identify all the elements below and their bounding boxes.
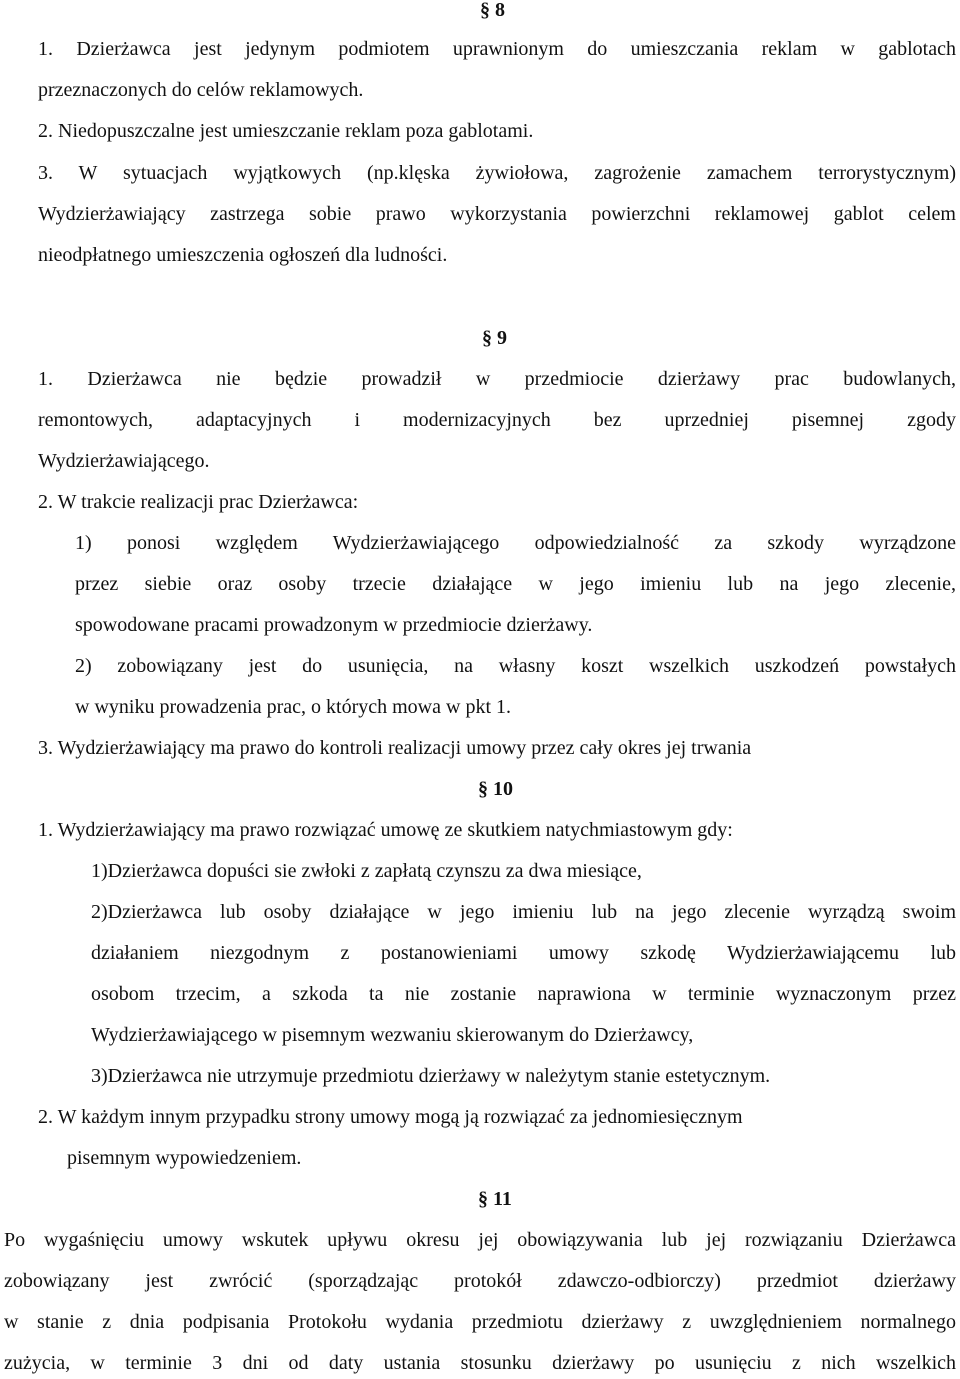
section-heading-10: § 10 — [478, 778, 513, 800]
section-heading-11: § 11 — [478, 1188, 512, 1210]
s9-line-10: 3. Wydzierżawiający ma prawo do kontroli realizacji umowy przez cały okres jej trwania — [38, 737, 752, 759]
s9-line-3: Wydzierżawiającego. — [38, 450, 210, 472]
s9-line-9: w wyniku prowadzenia prac, o których mowa w pkt 1. — [75, 696, 511, 718]
s10-line-2: 1)Dzierżawca dopuści sie zwłoki z zapłatą czynszu za dwa miesiące, — [91, 860, 642, 882]
s9-line-4: 2. W trakcie realizacji prac Dzierżawca: — [38, 491, 359, 513]
s11-line-1: Po wygaśnięciu umowy wskutek upływu okresu jej obowiązywania lub jej rozwiązaniu Dzierżawca — [4, 1229, 956, 1251]
s11-line-4: zużycia, w terminie 3 dni od daty ustania stosunku dzierżawy po usunięciu z nich wszelkich — [4, 1352, 956, 1374]
s9-line-6: przez siebie oraz osoby trzecie działające w jego imieniu lub na jego zlecenie, — [75, 573, 956, 595]
s10-line-1: 1. Wydzierżawiający ma prawo rozwiązać umowę ze skutkiem natychmiastowym gdy: — [38, 819, 733, 841]
s10-line-4: działaniem niezgodnym z postanowieniami umowy szkodę Wydzierżawiającemu lub — [91, 942, 956, 964]
s8-line-1: 1. Dzierżawca jest jedynym podmiotem uprawnionym do umieszczania reklam w gablotach — [38, 38, 956, 60]
section-heading-8: § 8 — [480, 0, 505, 21]
s8-line-5: Wydzierżawiający zastrzega sobie prawo wykorzystania powierzchni reklamowej gablot celem — [38, 203, 956, 225]
s8-line-6: nieodpłatnego umieszczenia ogłoszeń dla ludności. — [38, 244, 448, 266]
s9-line-5: 1) ponosi względem Wydzierżawiającego odpowiedzialność za szkody wyrządzone — [75, 532, 956, 554]
s10-line-5: osobom trzecim, a szkoda ta nie zostanie naprawiona w terminie wyznaczonym przez — [91, 983, 956, 1005]
s11-line-3: w stanie z dnia podpisania Protokołu wydania przedmiotu dzierżawy z uwzględnieniem normalnego — [4, 1311, 956, 1333]
s9-line-7: spowodowane pracami prowadzonym w przedmiocie dzierżawy. — [75, 614, 593, 636]
s8-line-2: przeznaczonych do celów reklamowych. — [38, 79, 364, 101]
s10-line-9: pisemnym wypowiedzeniem. — [67, 1147, 302, 1169]
s11-line-2: zobowiązany jest zwrócić (sporządzając protokół zdawczo-odbiorczy) przedmiot dzierżawy — [4, 1270, 956, 1292]
s9-line-1: 1. Dzierżawca nie będzie prowadził w przedmiocie dzierżawy prac budowlanych, — [38, 368, 956, 390]
s8-line-3: 2. Niedopuszczalne jest umieszczanie reklam poza gablotami. — [38, 120, 534, 142]
s10-line-6: Wydzierżawiającego w pisemnym wezwaniu skierowanym do Dzierżawcy, — [91, 1024, 694, 1046]
s10-line-8: 2. W każdym innym przypadku strony umowy mogą ją rozwiązać za jednomiesięcznym — [38, 1106, 743, 1128]
s10-line-7: 3)Dzierżawca nie utrzymuje przedmiotu dzierżawy w należytym stanie estetycznym. — [91, 1065, 771, 1087]
s9-line-2: remontowych, adaptacyjnych i modernizacyjnych bez uprzedniej pisemnej zgody — [38, 409, 956, 431]
s10-line-3: 2)Dzierżawca lub osoby działające w jego imieniu lub na jego zlecenie wyrządzą swoim — [91, 901, 956, 923]
s8-line-4: 3. W sytuacjach wyjątkowych (np.klęska żywiołowa, zagrożenie zamachem terrorystycznym) — [38, 162, 956, 184]
section-heading-9: § 9 — [482, 327, 507, 349]
s9-line-8: 2) zobowiązany jest do usunięcia, na własny koszt wszelkich uszkodzeń powstałych — [75, 655, 956, 677]
